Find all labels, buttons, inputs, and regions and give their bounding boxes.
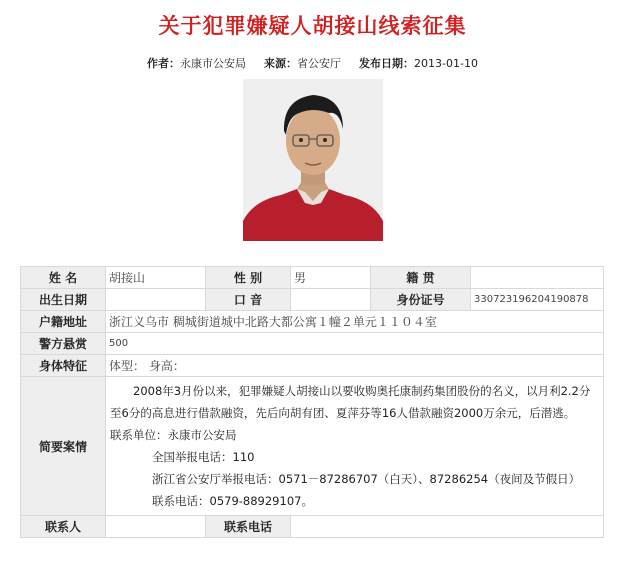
id-label: 身份证号 — [371, 289, 471, 311]
page-title: 关于犯罪嫌疑人胡接山线索征集 — [158, 13, 467, 38]
table-row — [21, 289, 604, 311]
contact-unit: 联系单位：永康市公安局 — [110, 428, 237, 442]
reward-value: 500 — [106, 333, 604, 355]
origin-value — [471, 267, 604, 289]
date-value: 2013-01-10 — [414, 57, 478, 70]
portrait-image — [243, 79, 383, 241]
contact-person-value — [106, 516, 206, 538]
id-number-value: 330723196204190878 — [471, 289, 604, 311]
contact-tel-value — [291, 516, 604, 538]
table-row — [21, 355, 604, 377]
national-hotline: 全国举报电话：110 — [152, 450, 255, 464]
address-value: 浙江义乌市 稠城街道城中北路大都公寓１幢２单元１１０４室 — [106, 311, 604, 333]
contact-tel-label: 联系电话 — [206, 516, 291, 538]
contact-person-label: 联系人 — [21, 516, 106, 538]
name-label: 姓 名 — [21, 267, 106, 289]
table-row — [21, 311, 604, 333]
name-value: 胡接山 — [106, 267, 206, 289]
date-label: 发布日期： — [359, 57, 415, 70]
accent-label: 口 音 — [206, 289, 291, 311]
table-row — [21, 516, 604, 538]
suspect-photo — [243, 79, 383, 241]
provincial-hotline: 浙江省公安厅举报电话：0571－87286707（白天）、87286254（夜间及节假日） — [152, 472, 581, 486]
dob-label: 出生日期 — [21, 289, 106, 311]
features-label: 身体特征 — [21, 355, 106, 377]
author-label: 作者： — [147, 57, 181, 70]
table-row — [21, 267, 604, 289]
gender-value: 男 — [291, 267, 371, 289]
suspect-info-table — [20, 266, 604, 538]
article-meta — [0, 55, 625, 71]
source-value: 省公安厅 — [297, 57, 342, 70]
features-value: 体型： 身高： — [106, 355, 604, 377]
dob-value — [106, 289, 206, 311]
case-paragraph: 2008年3月份以来，犯罪嫌疑人胡接山以要收购奥托康制药集团股份的名义，以月利2.2分至6分的高息进行借款融资，先后向胡有团、夏萍芬等16人借款融资2000万余元，后潜逃。 — [110, 384, 591, 420]
accent-value — [291, 289, 371, 311]
author-value: 永康市公安局 — [180, 57, 247, 70]
table-row — [21, 377, 604, 516]
table-row — [21, 333, 604, 355]
reward-label: 警方悬赏 — [21, 333, 106, 355]
origin-label: 籍 贯 — [371, 267, 471, 289]
contact-phone: 联系电话：0579-88929107。 — [152, 494, 313, 508]
source-label: 来源： — [264, 57, 298, 70]
gender-label: 性 别 — [206, 267, 291, 289]
case-label: 简要案情 — [21, 377, 106, 516]
case-details — [106, 377, 604, 516]
address-label: 户籍地址 — [21, 311, 106, 333]
